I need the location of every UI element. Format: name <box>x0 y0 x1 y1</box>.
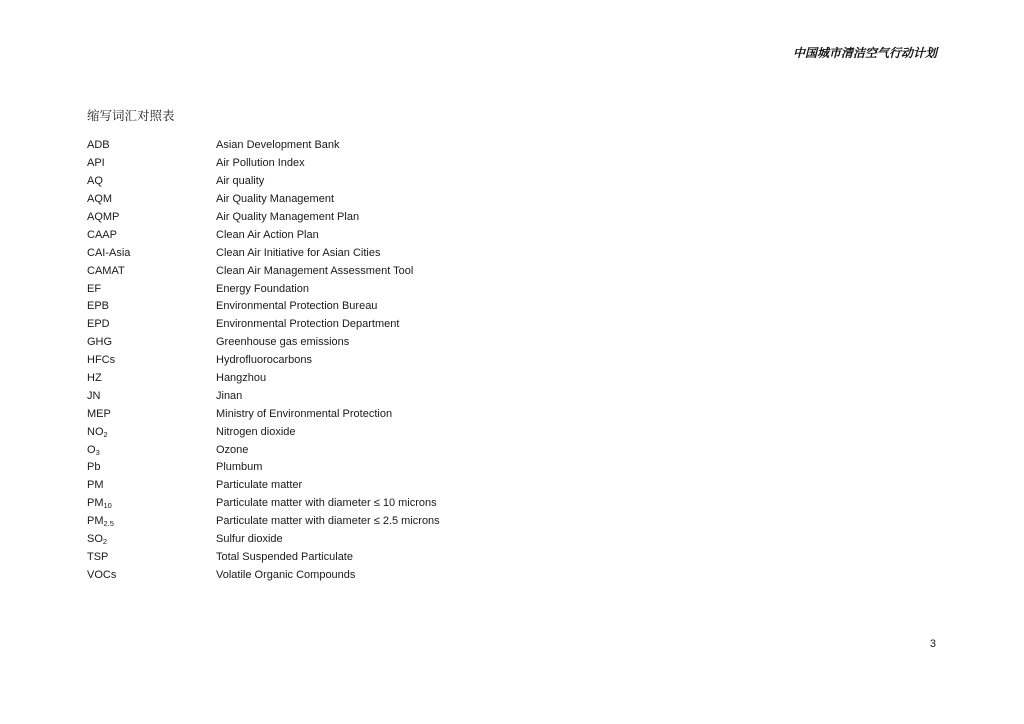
abbreviation-row <box>87 423 440 441</box>
page-number: 3 <box>929 638 936 650</box>
abbreviation-term <box>87 284 216 295</box>
abbreviation-definition: Plumbum <box>216 461 263 474</box>
abbreviation-term <box>87 516 216 527</box>
abbreviation-row <box>87 334 440 352</box>
abbreviation-row <box>87 387 440 405</box>
abbreviation-definition: Clean Air Action Plan <box>216 228 319 241</box>
abbreviation-term <box>87 534 216 545</box>
abbreviation-definition: Air Pollution Index <box>216 157 305 170</box>
abbreviation-row <box>87 441 440 459</box>
abbreviation-term <box>87 319 216 330</box>
abbreviation-row <box>87 209 440 227</box>
abbreviation-term <box>87 355 216 366</box>
abbreviation-term-subscript: 2 <box>102 537 108 547</box>
abbreviation-row <box>87 352 440 370</box>
abbreviation-term-text: ADB <box>87 139 110 152</box>
abbreviation-definition: Particulate matter <box>216 479 303 492</box>
abbreviation-row <box>87 191 440 209</box>
abbreviation-term-text: EPD <box>87 318 110 331</box>
abbreviation-term-subscript: 2 <box>103 429 108 439</box>
abbreviation-term <box>87 570 216 581</box>
abbreviation-term <box>87 409 216 420</box>
abbreviation-definition: Volatile Organic Compounds <box>216 568 356 581</box>
abbreviation-term-text: API <box>87 157 105 170</box>
abbreviation-term <box>87 248 216 259</box>
abbreviation-definition: Ministry of Environmental Protection <box>216 407 393 420</box>
abbreviation-term-text: PM <box>87 497 104 510</box>
abbreviation-term-subscript: 3 <box>95 447 100 457</box>
abbreviation-definition: Particulate matter with diameter ≤ 10 microns <box>216 497 437 510</box>
abbreviation-term <box>87 552 216 563</box>
abbreviation-definition: Air Quality Management Plan <box>216 211 360 223</box>
abbreviation-term <box>87 140 216 151</box>
abbreviation-row <box>87 173 440 191</box>
abbreviation-row <box>87 405 440 423</box>
abbreviation-definition: Asian Development Bank <box>216 139 340 152</box>
abbreviation-term-text: HFCs <box>87 354 116 367</box>
abbreviation-definition: Environmental Protection Department <box>216 318 400 331</box>
abbreviation-term <box>87 301 216 312</box>
abbreviation-term-text: NO <box>87 425 104 438</box>
abbreviation-term-subscript: 10 <box>103 501 112 511</box>
abbreviation-term-text: PM <box>87 479 104 492</box>
abbreviation-term-text: TSP <box>87 550 109 563</box>
abbreviation-term <box>87 176 216 187</box>
abbreviation-row <box>87 548 440 566</box>
abbreviation-definition: Jinan <box>216 389 243 402</box>
abbreviation-term-text: CAI-Asia <box>87 246 131 259</box>
abbreviation-row <box>87 155 440 173</box>
abbreviation-row <box>87 566 440 584</box>
abbreviation-term <box>87 230 216 241</box>
abbreviation-term <box>87 337 216 348</box>
abbreviation-term-text: Pb <box>87 461 101 474</box>
abbreviation-row <box>87 316 440 334</box>
abbreviation-definition: Particulate matter with diameter ≤ 2.5 microns <box>216 515 440 528</box>
abbreviation-term-text: EPB <box>87 300 110 313</box>
abbreviation-term-text: VOCs <box>87 568 117 581</box>
abbreviation-row <box>87 262 440 280</box>
abbreviation-term <box>87 445 216 456</box>
abbreviation-definition: Environmental Protection Bureau <box>216 300 378 313</box>
abbreviation-term-text: EF <box>87 282 102 295</box>
abbreviation-definition: Total Suspended Particulate <box>216 550 353 563</box>
abbreviation-definition: Energy Foundation <box>216 282 309 295</box>
abbreviation-term-text: SO <box>87 533 103 546</box>
abbreviation-row <box>87 531 440 549</box>
abbreviation-term-text: MEP <box>87 407 111 420</box>
abbreviation-row <box>87 244 440 262</box>
abbreviation-term <box>87 498 216 509</box>
abbreviation-term-text: O <box>87 443 96 456</box>
abbreviation-term <box>87 373 216 384</box>
abbreviation-row <box>87 280 440 298</box>
abbreviation-term <box>87 158 216 169</box>
abbreviation-definition: Air Quality Management <box>216 193 334 206</box>
abbreviation-term <box>87 212 216 223</box>
abbreviation-definition: Hydrofluorocarbons <box>216 354 312 367</box>
abbreviation-term <box>87 266 216 277</box>
abbreviation-term-text: JN <box>87 389 101 402</box>
abbreviation-row <box>87 513 440 531</box>
abbreviation-term <box>87 391 216 402</box>
abbreviation-definition: Clean Air Management Assessment Tool <box>216 264 414 277</box>
abbreviation-term-text: PM <box>87 515 104 528</box>
abbreviation-row <box>87 495 440 513</box>
abbreviation-term-subscript: 2.5 <box>103 519 114 529</box>
abbreviation-term-text: AQ <box>87 175 103 188</box>
abbreviation-definition: Ozone <box>216 443 249 456</box>
abbreviation-term <box>87 480 216 491</box>
abbreviation-term-text: AQMP <box>87 211 120 223</box>
abbreviation-definition: Hangzhou <box>216 372 267 385</box>
abbreviation-row <box>87 370 440 388</box>
abbreviation-definition: Air quality <box>216 175 265 188</box>
running-header-title: 中国城市清洁空气行动计划 <box>792 46 937 60</box>
abbreviation-term-text: CAMAT <box>87 264 125 277</box>
abbreviation-definition: Greenhouse gas emissions <box>216 336 350 349</box>
abbreviation-definition: Clean Air Initiative for Asian Cities <box>216 246 381 259</box>
abbreviations-section-title: 缩写词汇对照表 <box>87 108 175 123</box>
abbreviation-term-text: HZ <box>87 372 102 385</box>
abbreviation-row <box>87 137 440 155</box>
abbreviation-row <box>87 226 440 244</box>
abbreviation-term-text: AQM <box>87 193 113 206</box>
abbreviation-term <box>87 427 216 438</box>
abbreviation-term-text: GHG <box>87 336 113 349</box>
abbreviation-row <box>87 477 440 495</box>
abbreviation-term <box>87 194 216 205</box>
abbreviation-term <box>87 462 216 473</box>
abbreviations-list <box>87 137 440 584</box>
abbreviation-row <box>87 298 440 316</box>
abbreviation-definition: Sulfur dioxide <box>216 533 283 546</box>
abbreviation-row <box>87 459 440 477</box>
abbreviation-term-text: CAAP <box>87 228 117 241</box>
abbreviation-definition: Nitrogen dioxide <box>216 425 296 438</box>
